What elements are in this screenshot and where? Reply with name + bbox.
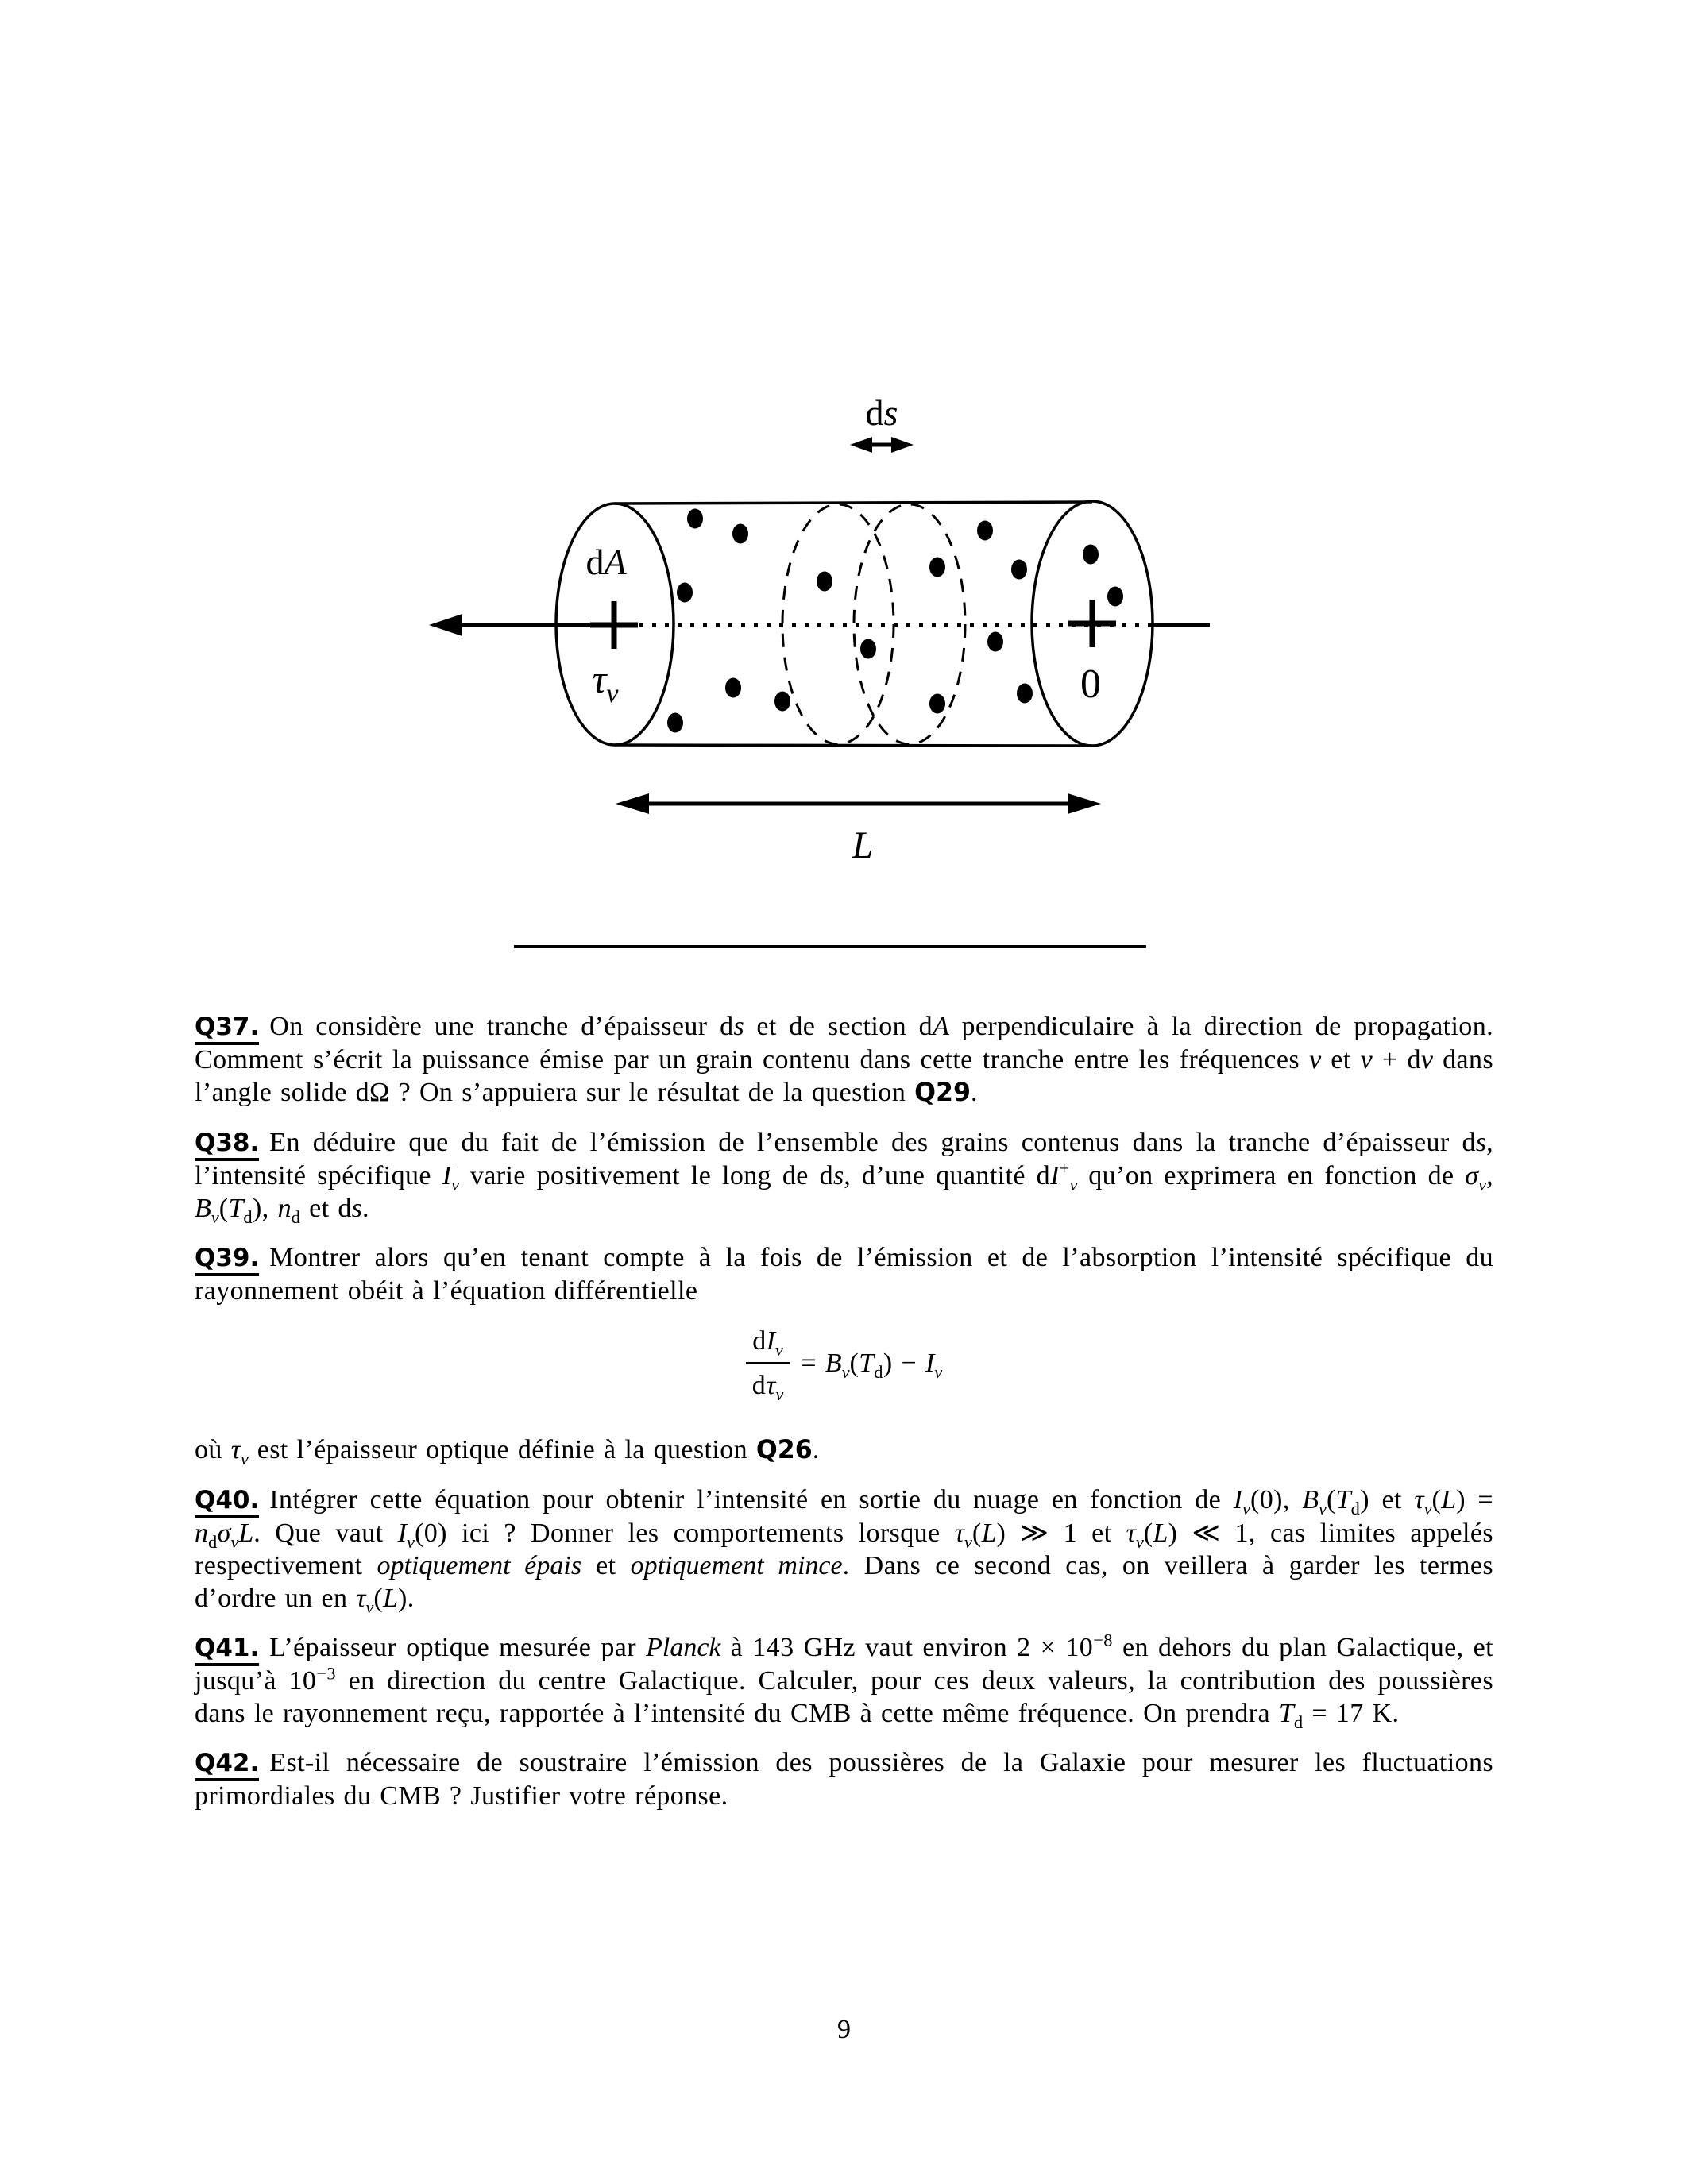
equation-denominator: $d\tau_\nu$ [746,1362,790,1402]
question-q37 [195,1010,1493,1109]
grain-dot [1107,587,1123,607]
grain-dot [667,713,683,733]
plus-marker-zero [1068,600,1116,647]
question-label-q41: Q41. [195,1634,259,1666]
radiative-transfer-equation [195,1325,1493,1402]
question-body-q37: On considère une tranche d’épaisseur ds et de section dA perpendiculaire à la direction de propagation. Comment s’écrit la puissance émise par un grain contenu dans cette tranche entre les fréquences ν et ν + dν dans l’angle solide dΩ ? On s’appuiera sur le résultat de la question Q29. [195,1012,1494,1107]
grain-dot [929,694,945,714]
dust-cylinder-figure [350,349,1271,866]
dust-cylinder-diagram [350,349,1271,866]
question-body-q39: Montrer alors qu’en tenant compte à la fois de l’émission et de l’absorption l’intensité spécifique du rayonnement obéit à l’équation différentielle [195,1243,1493,1306]
question-label-q42: Q42. [195,1749,259,1781]
question-label-q37: Q37. [195,1013,259,1045]
grain-dot [725,678,741,698]
question-q38 [195,1126,1493,1225]
question-body-q38: En déduire que du fait de l’émission de l’ensemble des grains contenus dans la tranche d’épaisseur ds, l’intensité spécifique $I_\nu$ varie positivement le long de ds, d’une quantité $dI^+_\nu$ qu’on exprimera en fonction de $\sigma_\nu$, $B_\nu(T_d)$, $n_d$ et ds. [195,1128,1493,1227]
cylinder-bottom-edge [615,745,1092,746]
equation-fraction [746,1325,790,1402]
grain-dot [1017,684,1033,704]
grain-dot [817,572,832,592]
grain-dot [732,524,748,544]
grain-dots [667,509,1123,733]
question-label-q39: Q39. [195,1244,259,1276]
figure-separator-rule [514,945,1146,948]
question-body-q41: L’épaisseur optique mesurée par Planck à 143 GHz vaut environ $2 \times 10^{-8}$ en dehors du plan Galactique, et jusqu’à $10^{-3}$ en direction du centre Galactique. Calculer, pour ces deux valeurs, la contribution des poussières dans le rayonnement reçu, rapportée à l’intensité du CMB à cette même fréquence. On prendra $T_d = 17$ K. [195,1630,1494,1732]
zero-label: 0 [1080,662,1101,707]
tau-nu-label: $\tau_\nu$ [592,657,619,708]
ds-label: ds [865,392,898,433]
question-q39 [195,1241,1493,1307]
grain-dot [929,558,945,577]
question-q39-continuation: où $\tau_\nu$ est l’épaisseur optique définie à la question Q26. [195,1435,820,1468]
length-arrow [616,793,1101,814]
grain-dot [860,639,876,659]
question-body-q40: Intégrer cette équation pour obtenir l’intensité en sortie du nuage en fonction de $I_\nu(0)$, $B_\nu(T_d)$ et $\tau_\nu(L) = n_d\sigma_\nu L$. Que vaut $I_\nu(0)$ ici ? Donner les comportements lorsque $\tau_\nu(L)$ ≫ 1 et $\tau_\nu(L)$ ≪ 1, cas limites appelés respectivement optiquement épais et optiquement mince. Dans ce second cas, on veillera à garder les termes d’ordre un en $\tau_\nu(L)$. [195,1485,1494,1617]
grain-dot [1011,560,1027,580]
question-q42 [195,1746,1493,1812]
grain-dot [687,509,703,529]
grain-dot [1083,545,1099,565]
question-body-q42: Est-il nécessaire de soustraire l’émission des poussières de la Galaxie pour mesurer les fluctuations primordiales du CMB ? Justifier votre réponse. [195,1748,1493,1811]
equation-numerator: $dI_\nu$ [752,1326,783,1360]
grain-dot [977,521,993,541]
plus-marker-tau [590,601,638,649]
questions-block [195,1010,1493,1829]
grain-dot [677,583,693,603]
grain-dot [987,632,1003,652]
cylinder-top-edge [615,502,1092,504]
axis-arrowhead-left [429,614,462,636]
equation-rhs: = $B_\nu(T_d) - I_\nu$ [801,1349,943,1382]
question-label-q40: Q40. [195,1486,259,1518]
question-q40 [195,1484,1493,1615]
L-label: L [852,824,874,866]
question-q41 [195,1631,1493,1730]
question-label-q38: Q38. [195,1129,259,1161]
dA-label: dA [585,542,627,582]
ds-arrow [850,437,914,453]
page-number: 9 [837,2015,851,2044]
slab-dashed-ellipse-left [782,504,894,744]
grain-dot [774,692,790,712]
